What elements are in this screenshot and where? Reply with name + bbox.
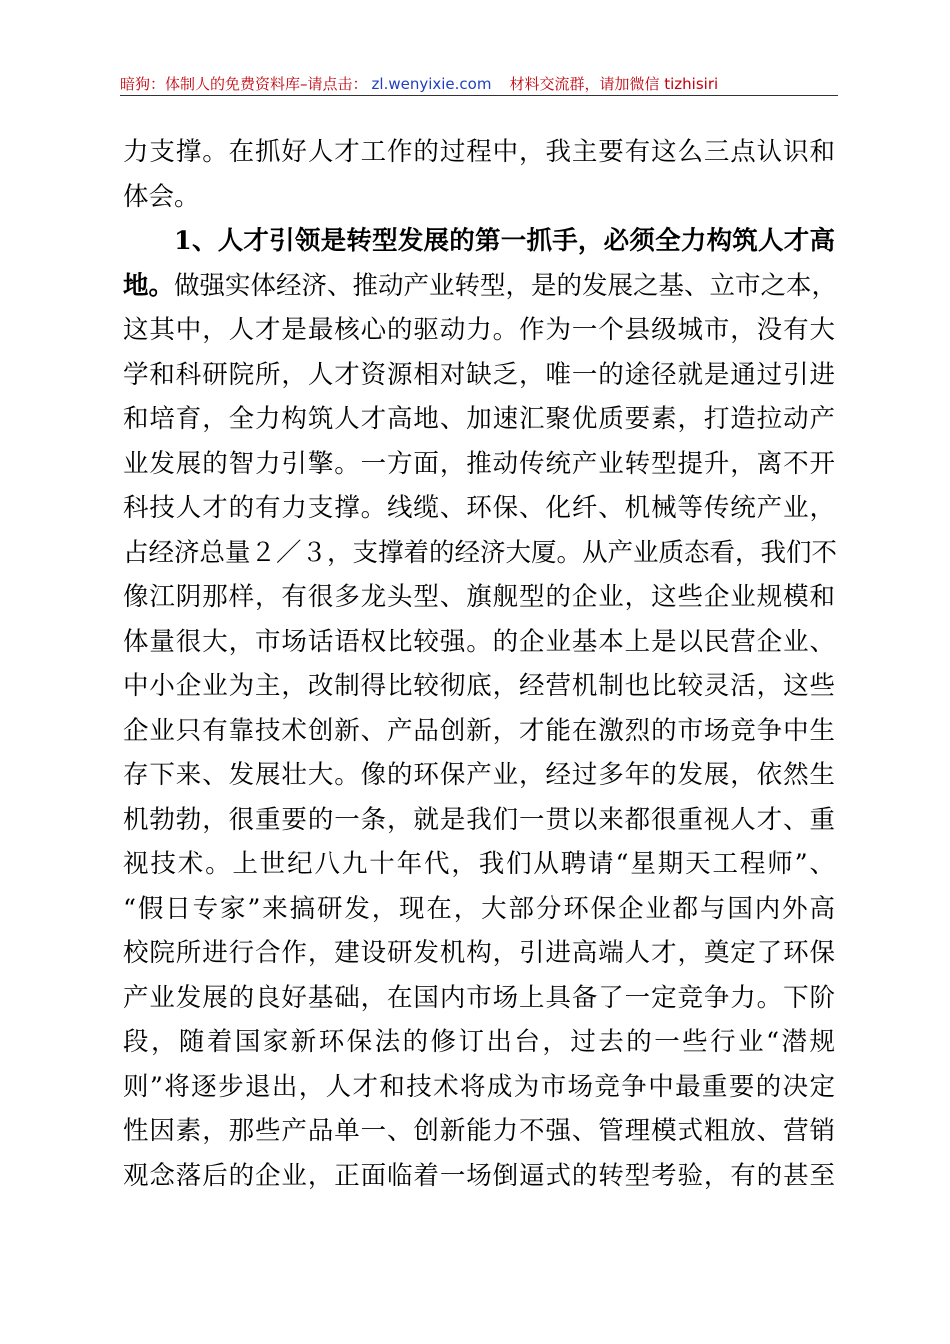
text-line: 占经济总量２／３，支撑着的经济大厦。从产业质态看，我们不 xyxy=(123,537,838,568)
header-link[interactable]: zl.wenyixie.com xyxy=(371,75,492,93)
text-line: 像江阴那样，有很多龙头型、旗舰型的企业，这些企业规模和 xyxy=(123,582,835,612)
text-line: 校院所进行合作，建设研发机构，引进高端人才，奠定了环保 xyxy=(123,938,835,968)
text-line: 和培育，全力构筑人才高地、加速汇聚优质要素，打造拉动产 xyxy=(123,404,835,434)
text-line: 视技术。上世纪八九十年代，我们从聘请“星期天工程师”、 xyxy=(123,849,835,879)
text-line: 体会。 xyxy=(123,181,200,212)
section-heading-end: 地。 xyxy=(123,270,175,301)
text-line: “假日专家”来搞研发，现在，大部分环保企业都与国内外高 xyxy=(123,893,835,924)
text-line-rest: 做强实体经济、推动产业转型，是的发展之基、立市之本， xyxy=(174,270,838,301)
text-line: 力支撑。在抓好人才工作的过程中，我主要有这么三点认识和 xyxy=(123,137,835,167)
section-heading: 1、人才引领是转型发展的第一抓手，必须全力构筑人才高 xyxy=(174,226,835,256)
text-line: 中小企业为主，改制得比较彻底，经营机制也比较灵活，这些 xyxy=(123,671,835,701)
text-line: 存下来、发展壮大。像的环保产业，经过多年的发展，依然生 xyxy=(123,760,835,790)
header-brand: 暗狗：体制人的免费资料库 xyxy=(120,75,301,93)
text-line: 段，随着国家新环保法的修订出台，过去的一些行业“潜规 xyxy=(123,1027,835,1057)
text-line: 产业发展的良好基础，在国内市场上具备了一定竞争力。下阶 xyxy=(123,982,835,1013)
text-line: 体量很大，市场话语权比较强。的企业基本上是以民营企业、 xyxy=(123,626,835,657)
text-line: 学和科研院所，人才资源相对缺乏，唯一的途径就是通过引进 xyxy=(123,359,835,390)
page-header xyxy=(120,72,838,96)
text-line: 科技人才的有力支撑。线缆、环保、化纤、机械等传统产业， xyxy=(123,493,835,523)
text-line: 观念落后的企业，正面临着一场倒逼式的转型考验，有的甚至 xyxy=(123,1160,835,1191)
header-divider xyxy=(120,95,838,96)
header-contact: 材料交流群，请加微信 tizhisiri xyxy=(509,75,719,93)
text-line xyxy=(123,264,838,309)
text-line: 业发展的智力引擎。一方面，推动传统产业转型提升，离不开 xyxy=(123,448,835,479)
text-line: 性因素，那些产品单一、创新能力不强、管理模式粗放、营销 xyxy=(123,1116,835,1146)
document-body xyxy=(123,130,838,1198)
text-line: 这其中，人才是最核心的驱动力。作为一个县级城市，没有大 xyxy=(123,315,835,345)
text-line: 则”将逐步退出，人才和技术将成为市场竞争中最重要的决定 xyxy=(123,1071,835,1102)
text-line: 机勃勃，很重要的一条，就是我们一贯以来都很重视人才、重 xyxy=(123,804,835,835)
text-line: 企业只有靠技术创新、产品创新，才能在激烈的市场竞争中生 xyxy=(123,715,835,746)
header-hint: –请点击： xyxy=(300,75,368,93)
